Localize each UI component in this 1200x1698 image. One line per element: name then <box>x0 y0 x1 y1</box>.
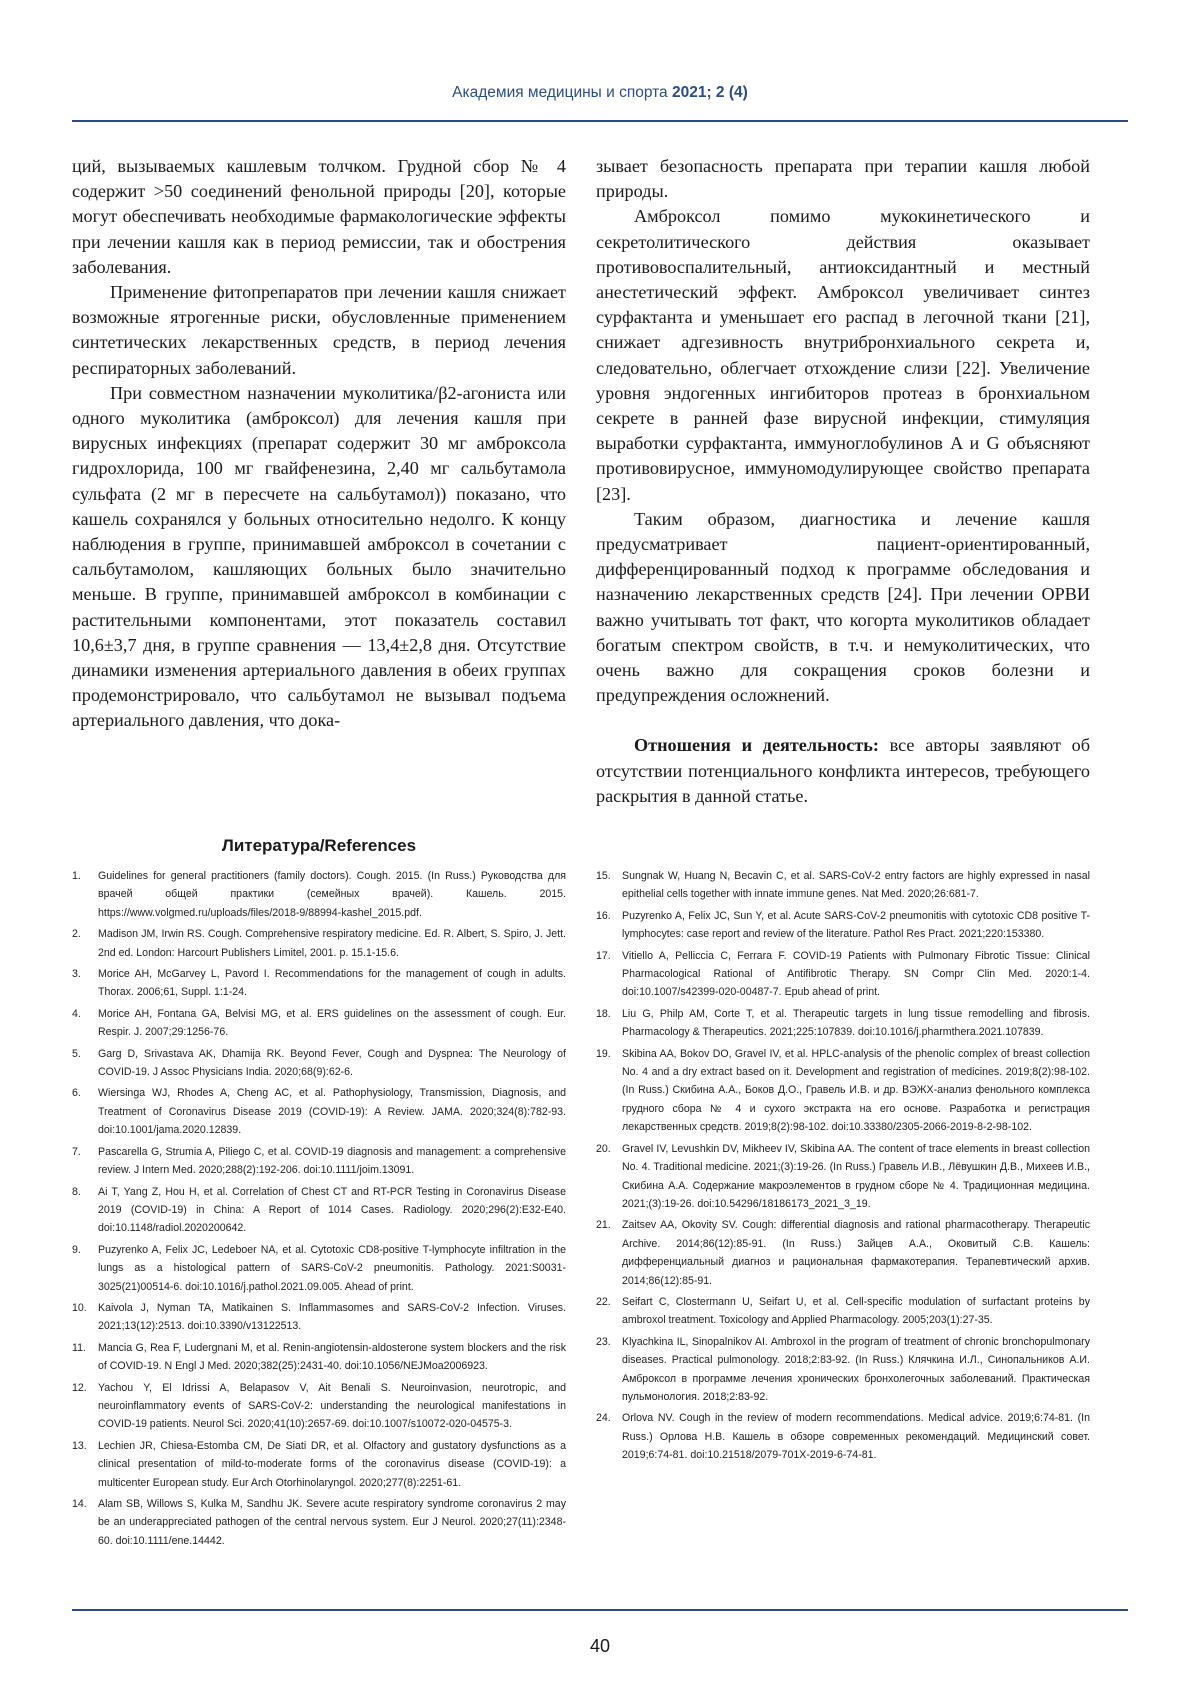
reference-number: 17. <box>596 949 611 962</box>
reference-text: Liu G, Philp AM, Corte T, et al. Therapeutic targets in lung tissue remodelling and fibrosis. Pharmacology & Therapeutics. 2021;225:107839. doi:10.1016/j.pharmthera.2021.107839. <box>622 1007 1090 1039</box>
reference-text: Lechien JR, Chiesa-Estomba CM, De Siati DR, et al. Olfactory and gustatory dysfunctions as a clinical presentation of mild-to-moderate forms of the coronavirus disease (COVID-19): a multicenter European study. Eur Arch Otorhinolaryngol. 2020;277(8):2251-61. <box>98 1439 566 1489</box>
journal-header <box>0 84 1200 102</box>
reference-text: Zaitsev AA, Okovity SV. Cough: differential diagnosis and rational pharmacotherapy. Therapeutic Archive. 2014;86(12):85-91. (In Russ.) Зайцев А.А., Оковитый С.В. Кашель: дифференциальный диагноз и рациональная фармакотерапия. Терапевтический архив. 2014;86(12):85-91. <box>622 1219 1090 1287</box>
reference-number: 19. <box>596 1047 611 1060</box>
reference-text: Ai T, Yang Z, Hou H, et al. Correlation of Chest CT and RT-PCR Testing in Coronavirus Disease 2019 (COVID-19) in China: A Report of 1014 Cases. Radiology. 2020;296(2):E32-E40. doi:10.1148/radiol.2020200642. <box>98 1185 566 1235</box>
reference-number: 12. <box>72 1381 87 1394</box>
reference-number: 4. <box>72 1007 81 1020</box>
header-rule <box>72 120 1128 122</box>
reference-number: 2. <box>72 928 81 941</box>
reference-item <box>596 1409 1090 1464</box>
reference-number: 11. <box>72 1341 86 1354</box>
reference-item <box>72 1339 566 1376</box>
reference-item <box>72 1379 566 1434</box>
reference-item <box>72 1045 566 1082</box>
page-number: 40 <box>589 1636 611 1656</box>
reference-number: 20. <box>596 1142 611 1155</box>
reference-item <box>72 1241 566 1296</box>
reference-item <box>596 1216 1090 1290</box>
reference-number: 1. <box>72 870 81 882</box>
reference-number: 7. <box>72 1145 81 1158</box>
reference-number: 21. <box>596 1219 611 1232</box>
paragraph: зывает безопасность препарата при терапии кашля любой природы. <box>596 156 1090 202</box>
reference-number: 14. <box>72 1498 87 1510</box>
reference-item <box>72 1437 566 1492</box>
reference-item <box>596 907 1090 944</box>
reference-number: 24. <box>596 1412 611 1425</box>
reference-text: Wiersinga WJ, Rhodes A, Cheng AC, et al. Pathophysiology, Transmission, Diagnosis, and Treatment of Coronavirus Disease 2019 (COVID-19): A Review. JAMA. 2020;324(8):782-93. doi:10.1001/jama.2020.12839. <box>98 1087 566 1137</box>
reference-text: Orlova NV. Cough in the review of modern recommendations. Medical advice. 2019;6:74-81. (In Russ.) Орлова Н.В. Кашель в обзоре современных рекомендаций. Медицинский совет. 2019;6:74-81. doi:10.21518/2079-701X-2019-6-74-81. <box>622 1412 1090 1462</box>
reference-number: 16. <box>596 909 611 922</box>
reference-text: Sungnak W, Huang N, Becavin C, et al. SARS-CoV-2 entry factors are highly expressed in nasal epithelial cells together with innate immune genes. Nat Med. 2020;26:681-7. <box>622 870 1090 901</box>
disclosure-paragraph <box>596 733 1090 809</box>
reference-text: Madison JM, Irwin RS. Cough. Comprehensive respiratory medicine. Ed. R. Albert, S. Spiro, J. Jett. 2nd ed. London: Harcourt Publishers Limitel, 2001. p. 15.1-15.6. <box>98 928 566 959</box>
references-list-right <box>596 867 1090 1468</box>
reference-text: Mancia G, Rea F, Ludergnani M, et al. Renin-angiotensin-aldosterone system blockers and the risk of COVID-19. N Engl J Med. 2020;382(25):2431-40. doi:10.1056/NEJMoa2006923. <box>98 1341 566 1373</box>
disclosure-text: все авторы заявляют об отсутствии потенциального конфликта интересов, требующего раскрытия в данной статье. <box>596 735 1090 806</box>
paragraph: Амброксол помимо мукокинетического и секретолитического действия оказывает противовоспалительный, антиоксидантный и местный анестетический эффект. Амброксол увеличивает синтез сурфактанта и уменьшает его распад в легочной ткани [21], снижает адгезивность внутрибронхиального секрета и, следовательно, облегчает отхождение слизи [22]. Увеличение уровня эндогенных ингибиторов протеаз в бронхиальном секрете в ранней фазе вирусной инфекции, стимуляция выработки сурфактанта, иммуноглобулинов A и G объясняют противовирусное, иммуномодулирующее свойство препарата [23]. <box>596 206 1090 504</box>
reference-item <box>596 947 1090 1002</box>
reference-number: 13. <box>72 1439 87 1452</box>
reference-text: Kaivola J, Nyman TA, Matikainen S. Inflammasomes and SARS-CoV-2 Infection. Viruses. 2021;13(12):2513. doi:10.3390/v13122513. <box>98 1301 566 1333</box>
reference-number: 3. <box>72 968 81 981</box>
reference-number: 9. <box>72 1243 81 1256</box>
reference-item <box>72 1299 566 1336</box>
reference-text: Vitiello A, Pelliccia C, Ferrara F. COVID-19 Patients with Pulmonary Fibrotic Tissue: Clinical Pharmacological Rational of Antifibrotic Therapy. SN Compr Clin Med. 2020:1-4. doi:10.1007/s42399-020-00487-7. Epub ahead of print. <box>622 949 1090 999</box>
reference-number: 22. <box>596 1295 611 1308</box>
journal-issue: 2021; 2 (4) <box>671 84 748 101</box>
reference-text: Pascarella G, Strumia A, Piliego C, et al. COVID-19 diagnosis and management: a comprehensive review. J Intern Med. 2020;288(2):192-206. doi:10.1111/joim.13091. <box>98 1145 566 1177</box>
journal-title: Академия медицины и спорта <box>452 84 668 101</box>
reference-item <box>72 1084 566 1139</box>
reference-text: Guidelines for general practitioners (family doctors). Cough. 2015. (In Russ.) Руководства для врачей общей практики (семейных врачей). Кашель. 2015. https://www.volgmed.ru/uploads/files/2018-9/88994-kashel_2015.pdf. <box>98 870 566 919</box>
body-column-right <box>596 154 1090 809</box>
reference-item <box>72 1495 566 1550</box>
disclosure-label: Отношения и деятельность: <box>634 735 879 756</box>
reference-number: 6. <box>72 1087 81 1100</box>
reference-text: Puzyrenko A, Felix JC, Sun Y, et al. Acute SARS-CoV-2 pneumonitis with cytotoxic CD8 positive T-lymphocytes: case report and review of the literature. Pathol Res Pract. 2021;220:153380. <box>622 909 1090 941</box>
reference-item <box>596 1333 1090 1407</box>
reference-item <box>72 867 566 922</box>
paragraph: При совместном назначении муколитика/β2-агониста или одного муколитика (амброксол) для лечения кашля при вирусных инфекциях (препарат содержит 30 мг амброксола гидрохлорида, 100 мг гвайфенезина, 2,40 мг сальбутамола сульфата (2 мг в пересчете на сальбутамол)) показано, что кашель сохранялся у больных относительно недолго. К концу наблюдения в группе, принимавшей амброксол в сочетании с сальбутамолом, кашляющих больных было значительно меньше. В группе, принимавшей амброксол в комбинации с растительными компонентами, этот показатель составил 10,6±3,7 дня, в группе сравнения — 13,4±2,8 дня. Отсутствие динамики изменения артериального давления в обеих группах продемонстрировало, что сальбутамол не вызывал подъема артериального давления, что дока- <box>72 382 566 731</box>
reference-number: 15. <box>596 870 611 882</box>
reference-text: Morice AH, Fontana GA, Belvisi MG, et al. ERS guidelines on the assessment of cough. Eur. Respir. J. 2007;29:1256-76. <box>98 1007 566 1039</box>
reference-number: 5. <box>72 1047 81 1060</box>
references-title: Литература/References <box>221 836 417 855</box>
body-column-left <box>72 154 566 734</box>
reference-number: 18. <box>596 1007 611 1020</box>
references-list-left <box>72 867 566 1553</box>
reference-text: Seifart C, Clostermann U, Seifart U, et al. Cell-specific modulation of surfactant proteins by ambroxol treatment. Toxicology and Applied Pharmacology. 2005;203(1):27-35. <box>622 1295 1090 1327</box>
reference-item <box>72 1183 566 1238</box>
reference-item <box>596 1005 1090 1042</box>
reference-text: Klyachkina IL, Sinopalnikov AI. Ambroxol in the program of treatment of chronic bronchopulmonary diseases. Practical pulmonology. 2018;2:83-92. (In Russ.) Клячкина И.Л., Синопальников А.И. Амброксол в программе лечения хронических бронхолегочных заболеваний. Практическая пульмонология. 2018;2:83-92. <box>622 1335 1090 1403</box>
paragraph: ций, вызываемых кашлевым толчком. Грудной сбор № 4 содержит >50 соединений фенольной природы [20], которые могут обеспечивать необходимые фармакологические эффекты при лечении кашля как в период ремиссии, так и обострения заболевания. <box>72 156 566 277</box>
reference-text: Skibina AA, Bokov DO, Gravel IV, et al. HPLC-analysis of the phenolic complex of breast collection No. 4 and a dry extract based on it. Development and registration of medicines. 2019;8(2):98-102. (In Russ.) Скибина А.А., Боков Д.О., Гравель И.В. и др. ВЭЖХ-анализ фенольного комплекса грудного сбора № 4 и сухого экстракта на его основе. Разработка и регистрация лекарственных средств. 2019;8(2):98-102. doi:10.33380/2305-2066-2019-8-2-98-102. <box>622 1047 1090 1134</box>
reference-text: Alam SB, Willows S, Kulka M, Sandhu JK. Severe acute respiratory syndrome coronavirus 2 may be an underappreciated pathogen of the central nervous system. Eur J Neurol. 2020;27(11):2348-60. doi:10.1111/ene.14442. <box>98 1498 566 1547</box>
reference-number: 23. <box>596 1335 611 1348</box>
reference-item <box>596 1293 1090 1330</box>
reference-text: Gravel IV, Levushkin DV, Mikheev IV, Skibina AA. The content of trace elements in breast collection No. 4. Traditional medicine. 2021;(3):19-26. (In Russ.) Гравель И.В., Лёвушкин Д.В., Михеев И.В., Скибина А.А. Содержание макроэлементов в грудном сборе № 4. Традиционная медицина. 2021;(3):19-26. doi:10.54296/18186173_2021_3_19. <box>622 1142 1090 1210</box>
reference-item <box>596 867 1090 904</box>
reference-text: Morice AH, McGarvey L, Pavord I. Recommendations for the management of cough in adults. Thorax. 2006;61, Suppl. 1:1-24. <box>98 968 566 999</box>
reference-text: Puzyrenko A, Felix JC, Ledeboer NA, et al. Cytotoxic CD8-positive T-lymphocyte infiltration in the lungs as a histological pattern of SARS-CoV-2 pneumonitis. Pathology. 2021:S0031-3025(21)00514-6. doi:10.1016/j.pathol.2021.09.005. Ahead of print. <box>98 1243 566 1293</box>
paragraph: Применение фитопрепаратов при лечении кашля снижает возможные ятрогенные риски, обусловленные применением синтетических лекарственных средств, в период лечения респираторных заболеваний. <box>72 282 566 378</box>
reference-item <box>596 1140 1090 1214</box>
reference-item <box>72 1005 566 1042</box>
reference-number: 8. <box>72 1185 81 1198</box>
footer-rule <box>72 1609 1128 1611</box>
reference-text: Yachou Y, El Idrissi A, Belapasov V, Ait Benali S. Neuroinvasion, neurotropic, and neuroinflammatory events of SARS-CoV-2: understanding the neurological manifestations in COVID-19 patients. Neurol Sci. 2020;41(10):2657-69. doi:10.1007/s10072-020-04575-3. <box>98 1381 566 1431</box>
reference-item <box>596 1045 1090 1137</box>
reference-text: Garg D, Srivastava AK, Dhamija RK. Beyond Fever, Cough and Dyspnea: The Neurology of COVID-19. J Assoc Physicians India. 2020;68(9):62-6. <box>98 1047 566 1079</box>
reference-item <box>72 965 566 1002</box>
reference-item <box>72 1143 566 1180</box>
reference-number: 10. <box>72 1301 87 1314</box>
paragraph: Таким образом, диагностика и лечение кашля предусматривает пациент-ориентированный, дифференцированный подход к программе обследования и назначению лекарственных средств [24]. При лечении ОРВИ важно учитывать тот факт, что когорта муколитиков обладает богатым спектром свойств, в т.ч. и немуколитических, что очень важно для сокращения сроков болезни и предупреждения осложнений. <box>596 508 1090 706</box>
reference-item <box>72 925 566 962</box>
